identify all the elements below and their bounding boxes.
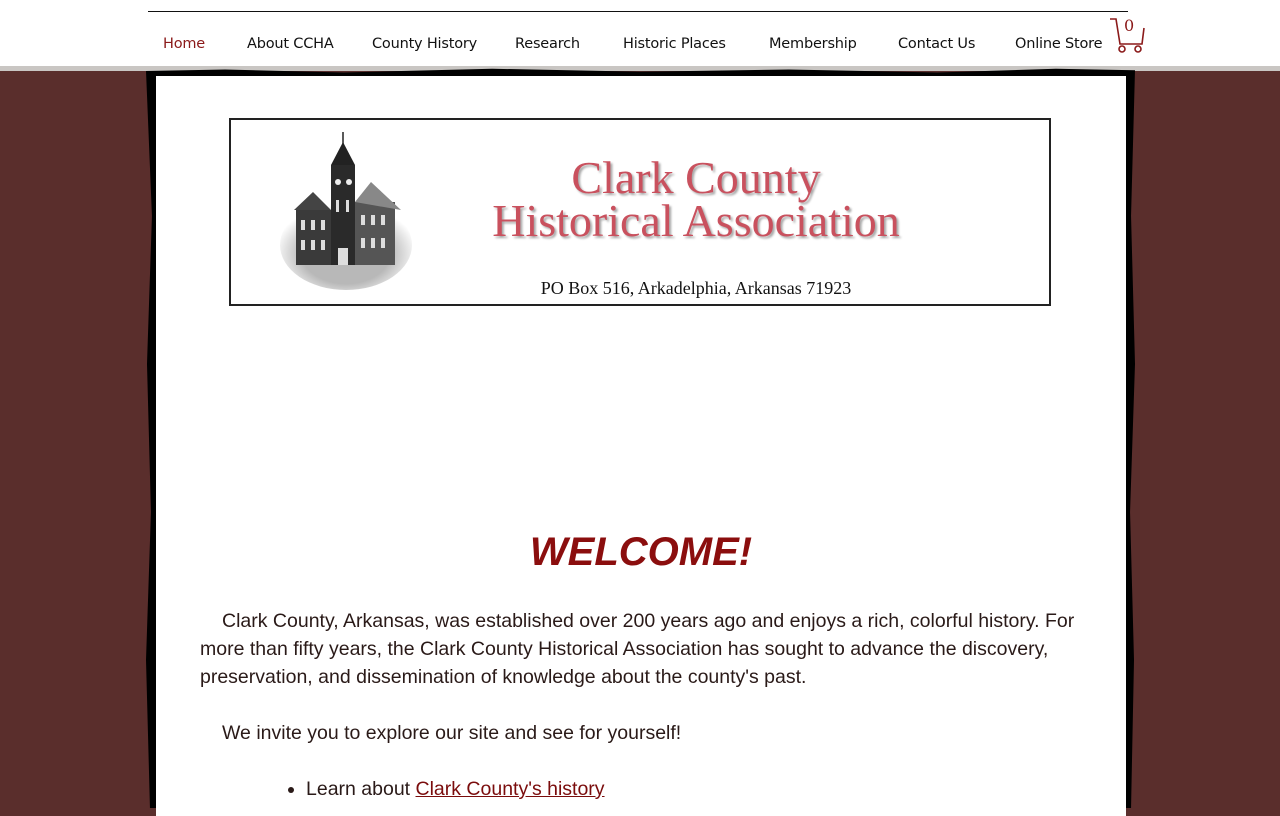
invite-paragraph: We invite you to explore our site and see for yourself! xyxy=(222,722,682,744)
nav-item-county-history[interactable]: County History xyxy=(372,36,478,52)
banner-title-line1: Clark County xyxy=(571,152,821,203)
list-item-prefix: Learn about xyxy=(306,778,416,800)
site-header xyxy=(0,0,1280,66)
nav-item-online-store[interactable]: Online Store xyxy=(1015,36,1103,52)
banner-address: PO Box 516, Arkadelphia, Arkansas 71923 xyxy=(540,278,852,298)
intro-paragraph: Clark County, Arkansas, was established over 200 years ago and enjoys a rich, colorful history. For more than fifty years, the Clark County Historical Association has sought to advance the discovery, preservation, and dissemination of knowledge about the county's past. xyxy=(200,610,1075,688)
county-history-link[interactable]: Clark County's history xyxy=(415,778,605,800)
header-banner xyxy=(229,118,1051,306)
nav-item-historic-places[interactable]: Historic Places xyxy=(623,36,726,52)
banner-title xyxy=(461,152,931,246)
nav-item-about-ccha[interactable]: About CCHA xyxy=(247,36,334,52)
cart-button[interactable] xyxy=(1108,16,1148,54)
explore-list xyxy=(286,775,605,803)
nav-item-home[interactable]: Home xyxy=(163,36,206,52)
courthouse-image xyxy=(276,130,416,295)
nav-item-research[interactable]: Research xyxy=(515,36,580,52)
header-rule xyxy=(148,11,1128,12)
list-item xyxy=(306,775,605,803)
nav-item-contact-us[interactable]: Contact Us xyxy=(898,36,976,52)
nav-item-membership[interactable]: Membership xyxy=(769,36,857,52)
cart-count: 0 xyxy=(1124,16,1135,35)
banner-title-line2: Historical Association xyxy=(492,195,900,246)
welcome-heading: WELCOME! xyxy=(529,530,753,574)
